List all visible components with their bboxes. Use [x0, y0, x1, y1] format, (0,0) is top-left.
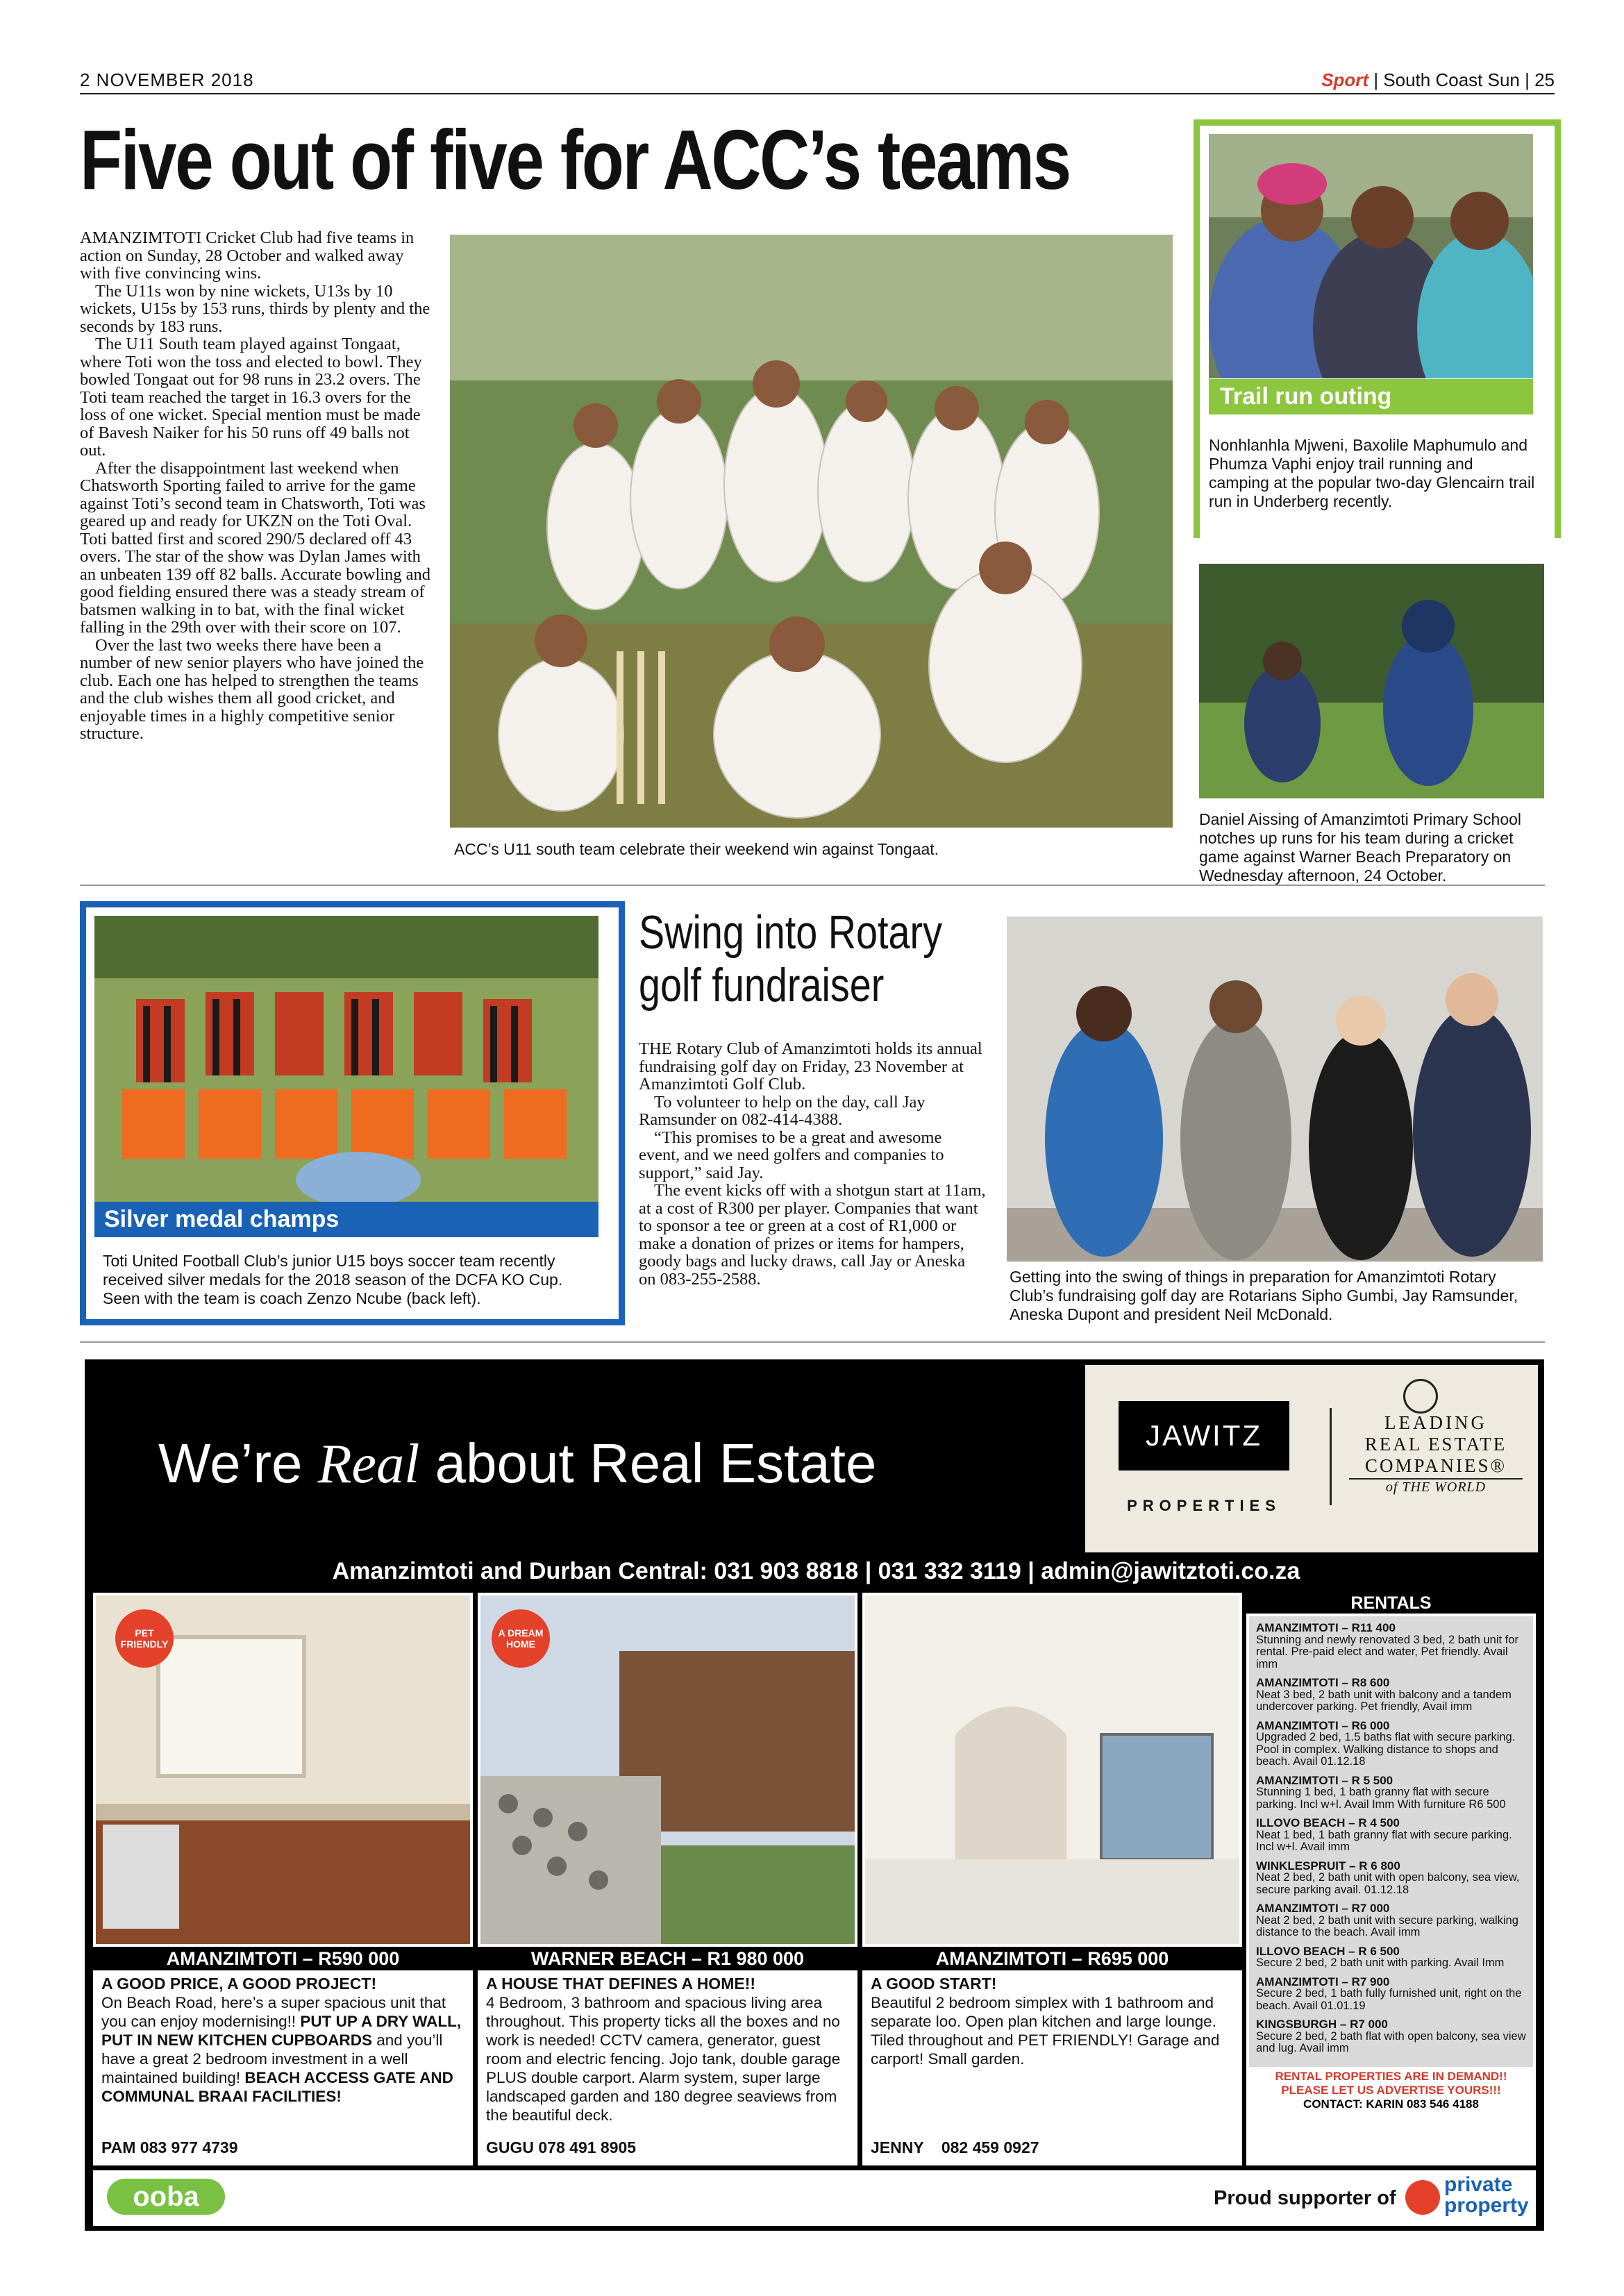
rotary-headline-line1: Swing into Rotary	[639, 906, 942, 959]
desc-c: and you’ll have a great 2 bedroom investment in a well maintained building!	[101, 2031, 443, 2086]
section-divider	[80, 885, 1545, 886]
rentals-contact: CONTACT: KARIN 083 546 4188	[1303, 2097, 1479, 2111]
lrec-line1: LEADING	[1384, 1412, 1487, 1433]
main-story-body	[80, 229, 433, 743]
pet-friendly-badge: PET FRIENDLY	[115, 1609, 174, 1668]
advert-footer	[93, 2170, 1536, 2226]
rental-title: KINGSBURGH – R7 000	[1256, 2018, 1388, 2031]
rental-title: AMANZIMTOTI – R 5 500	[1256, 1773, 1393, 1787]
private-property-line1: private	[1444, 2173, 1513, 2196]
rental-desc: Neat 2 bed, 2 bath unit with secure parking, walking distance to the beach. Avail imm	[1256, 1913, 1518, 1938]
advert-contact-bar: Amanzimtoti and Durban Central: 031 903 8818 | 031 332 3119 | admin@jawitztoti.co.za	[332, 1558, 1300, 1584]
soccer-team-photo	[94, 916, 598, 1202]
rental-desc: Neat 2 bed, 2 bath unit with open balcony, sea view, secure parking avail. 01.12.18	[1256, 1871, 1520, 1896]
slogan-pre: We’re	[158, 1432, 318, 1494]
desc-a: 4 Bedroom, 3 bathroom and spacious living area throughout. This property ticks all the boxes and no work is needed! CCTV camera, generator, guest room and electric fencing. Jojo tank, double garage PLUS double carport. Alarm system, super large landscaped garden and 180 degree seaviews from the beautiful deck.	[486, 1994, 841, 2124]
desc-b: PUT UP A DRY WALL, PUT IN NEW KITCHEN CUPBOARDS	[101, 2013, 462, 2049]
property-heading: A GOOD PRICE, A GOOD PROJECT!	[101, 1975, 377, 1993]
paragraph: THE Rotary Club of Amanzimtoti holds its annual fundraising golf day on Friday, 23 November at Amanzimtoti Golf Club.	[639, 1039, 982, 1093]
rental-item	[1256, 1817, 1526, 1854]
property-heading: A HOUSE THAT DEFINES A HOME!!	[486, 1975, 756, 1993]
rental-title: AMANZIMTOTI – R7 000	[1256, 1902, 1390, 1915]
rentals-footer-line2: PLEASE LET US ADVERTISE YOURS!!!	[1281, 2083, 1501, 2097]
property-title: AMANZIMTOTI – R590 000	[93, 1947, 473, 1970]
lrec-logo	[1349, 1412, 1523, 1495]
soccer-team-art	[94, 916, 598, 1202]
rental-title: AMANZIMTOTI – R7 900	[1256, 1975, 1390, 1988]
rental-item	[1256, 1720, 1526, 1768]
rental-title: ILLOVO BEACH – R 6 500	[1256, 1944, 1400, 1958]
lrec-line2: REAL ESTATE	[1364, 1434, 1507, 1455]
rental-desc: Stunning 1 bed, 1 bath granny flat with secure parking. Incl w+l. Avail Imm With furniture R6 500	[1256, 1786, 1506, 1811]
trail-run-art	[1209, 134, 1533, 378]
rentals-footer	[1246, 2070, 1536, 2111]
section-divider	[80, 1341, 1545, 1343]
batsman-photo	[1199, 564, 1544, 798]
cricket-photo-caption: ACC’s U11 south team celebrate their weekend win against Tongaat.	[454, 840, 939, 858]
rental-desc: Upgraded 2 bed, 1.5 baths flat with secure parking. Pool in complex. Walking distance to shops and beach. Avail 01.12.18	[1256, 1731, 1516, 1768]
property-heading: A GOOD START!	[871, 1975, 997, 1993]
advert-slogan-banner	[89, 1365, 1085, 1552]
rental-item	[1256, 1902, 1526, 1939]
property-card	[862, 1593, 1242, 2165]
rental-desc: Neat 1 bed, 1 bath granny flat with secure parking. Incl w+l. Avail imm	[1256, 1828, 1512, 1853]
rental-item	[1256, 1677, 1526, 1713]
rentals-panel	[1246, 1593, 1536, 2165]
property-card	[478, 1593, 857, 2165]
proud-supporter-text: Proud supporter of	[1214, 2187, 1396, 2209]
paragraph: The U11 South team played against Tongaat, where Toti won the toss and elected to bowl. They bowled Tongaat out for 98 runs in 23.2 overs. The Toti team reached the target in 16.3 overs for the loss of one wicket. Special mention must be made of Bavesh Naiker for his 50 runs off 49 balls not out.	[80, 335, 422, 460]
rotary-golf-photo	[1007, 916, 1543, 1262]
rotary-golf-art	[1007, 916, 1543, 1262]
paragraph: To volunteer to help on the day, call Jay Ramsunder on 082-414-4388.	[639, 1092, 926, 1129]
paragraph: The event kicks off with a shotgun start at 11am, at a cost of R300 per player. Companies that want to sponsor a tee or green at a cost of R1,000 or make a donation of prizes or items for hampers, goody bags and lucky draws, call Jay or Aneska on 083-255-2588.	[639, 1181, 986, 1289]
paragraph: “This promises to be a great and awesome event, and we need golfers and companies to support,” said Jay.	[639, 1128, 944, 1182]
dream-home-badge: A DREAM HOME	[492, 1609, 550, 1668]
desc-d: BEACH ACCESS GATE AND COMMUNAL BRAAI FACILITIES!	[101, 2069, 453, 2105]
rotary-photo-caption: Getting into the swing of things in preparation for Amanzimtoti Rotary Club’s fundraising golf day are Rotarians Sipho Gumbi, Jay Ramsunder, Aneska Dupont and president Neil McDonald.	[1010, 1268, 1518, 1323]
cricket-team-photo	[450, 235, 1173, 828]
agent-contact: PAM 083 977 4739	[101, 2138, 238, 2156]
agent-contact: JENNY 082 459 0927	[871, 2138, 1039, 2156]
interior-art	[865, 1595, 1239, 1944]
batsman-art	[1199, 564, 1544, 798]
rotary-body	[639, 1040, 986, 1288]
cricket-photo-art	[450, 235, 1173, 828]
property-card	[93, 1593, 473, 2165]
rental-title: AMANZIMTOTI – R8 600	[1256, 1676, 1390, 1689]
rental-title: WINKLESPRUIT – R 6 800	[1256, 1859, 1400, 1872]
rental-item	[1256, 1622, 1526, 1670]
jawitz-logo-sub: PROPERTIES	[1127, 1497, 1281, 1514]
slogan-post: about Real Estate	[419, 1432, 877, 1494]
rotary-headline-line2: golf fundraiser	[639, 959, 885, 1012]
section-name: Sport	[1321, 69, 1369, 90]
rental-item	[1256, 1775, 1526, 1811]
silver-medal-label: Silver medal champs	[94, 1202, 598, 1237]
property-title: WARNER BEACH – R1 980 000	[478, 1947, 857, 1970]
private-property-line2: property	[1444, 2194, 1529, 2217]
agent-contact: GUGU 078 491 8905	[486, 2138, 637, 2156]
trail-run-label: Trail run outing	[1209, 379, 1533, 414]
jawitz-logo: JAWITZ	[1119, 1401, 1289, 1470]
property-description	[101, 1975, 469, 2106]
advert-logo-panel	[1085, 1365, 1538, 1552]
paragraph: AMANZIMTOTI Cricket Club had five teams in action on Sunday, 28 October and walked away with five convincing wins.	[80, 228, 415, 283]
paragraph: Over the last two weeks there have been a number of new senior players who have joined the club. Each one has helped to strengthen the teams and the club wishes them all good cricket, and enjoyable times in a highly competitive senior structure.	[80, 635, 424, 743]
issue-date: 2 NOVEMBER 2018	[80, 69, 254, 90]
home-icon	[1405, 2180, 1440, 2215]
paragraph: The U11s won by nine wickets, U13s by 10 wickets, U15s by 153 runs, thirds by plenty and the seconds by 183 runs.	[80, 281, 430, 336]
ooba-logo: ooba	[107, 2179, 225, 2215]
rental-title: AMANZIMTOTI – R6 000	[1256, 1718, 1390, 1732]
rental-item	[1256, 1976, 1526, 2013]
private-property-logo	[1444, 2175, 1529, 2216]
globe-icon	[1403, 1379, 1438, 1414]
rotary-headline	[639, 906, 957, 1012]
property-title: AMANZIMTOTI – R695 000	[862, 1947, 1242, 1970]
lrec-line4: of THE WORLD	[1385, 1480, 1487, 1495]
header-rule	[80, 93, 1555, 94]
desc-a: Beautiful 2 bedroom simplex with 1 bathroom and separate loo. Open plan kitchen and large lounge. Tiled throughout and PET FRIENDLY! Garage and carport! Small garden.	[871, 1994, 1220, 2068]
advert-slogan	[158, 1432, 877, 1496]
rental-desc: Neat 3 bed, 2 bath unit with balcony and a tandem undercover parking. Pet friendly, Avail imm	[1256, 1688, 1512, 1713]
rentals-footer-line1: RENTAL PROPERTIES ARE IN DEMAND!!	[1275, 2069, 1507, 2083]
rental-desc: Secure 2 bed, 2 bath flat with open balcony, sea view and lug. Avail imm	[1256, 2029, 1526, 2054]
rental-item	[1256, 2018, 1526, 2055]
rental-title: ILLOVO BEACH – R 4 500	[1256, 1816, 1400, 1829]
main-headline: Five out of five for ACC’s teams	[80, 112, 1070, 207]
rentals-list	[1249, 1616, 1533, 2067]
rental-desc: Stunning and newly renovated 3 bed, 2 bath unit for rental. Pre-paid elect and water, Pet friendly. Avail imm	[1256, 1633, 1518, 1670]
rental-desc: Secure 2 bed, 2 bath unit with parking. Avail Imm	[1256, 1956, 1505, 1969]
property-description	[486, 1975, 853, 2125]
batsman-caption: Daniel Aissing of Amanzimtoti Primary School notches up runs for his team during a cricket game against Warner Beach Preparatory on Wednesday afternoon, 24 October.	[1199, 810, 1522, 885]
property-description	[871, 1975, 1237, 2068]
paragraph: After the disappointment last weekend when Chatsworth Sporting failed to arrive for the game against Toti’s second team in Chatsworth, Toti was geared up and ready for UKZN on the Toti Oval. Toti batted first and scored 290/5 declared off 43 overs. The star of the show was Dylan James with an unbeaten 139 off 82 balls. Accurate bowling and good fielding ensured there was a steady stream of batsmen walking in to bat, with the final wicket falling in the 29th over with their score on 107.	[80, 458, 431, 637]
paper-name-page: | South Coast Sun | 25	[1373, 69, 1555, 90]
logo-divider	[1330, 1408, 1332, 1505]
rental-item	[1256, 1945, 1526, 1970]
property-photo-interior	[865, 1595, 1239, 1944]
trail-run-photo	[1209, 134, 1533, 378]
rental-title: AMANZIMTOTI – R11 400	[1256, 1621, 1396, 1634]
rental-item	[1256, 1860, 1526, 1897]
slogan-real: Real	[317, 1434, 420, 1495]
rental-desc: Secure 2 bed, 1 bath fully furnished unit, right on the beach. Avail 01.01.19	[1256, 1987, 1522, 2012]
lrec-line3: COMPANIES®	[1349, 1455, 1523, 1480]
silver-medal-caption: Toti United Football Club’s junior U15 boys soccer team recently received silver medals for the 2018 season of the DCFA KO Cup. Seen with the team is coach Zenzo Ncube (back left).	[103, 1252, 563, 1307]
rentals-heading: RENTALS	[1246, 1593, 1536, 1614]
trail-run-caption: Nonhlanhla Mjweni, Baxolile Maphumulo and Phumza Vaphi enjoy trail running and camping at the popular two-day Glencairn trail run in Underberg recently.	[1209, 436, 1535, 510]
page-header-right	[1321, 69, 1555, 91]
desc-a: On Beach Road, here’s a super spacious unit that you can enjoy modernising!!	[101, 1994, 446, 2030]
